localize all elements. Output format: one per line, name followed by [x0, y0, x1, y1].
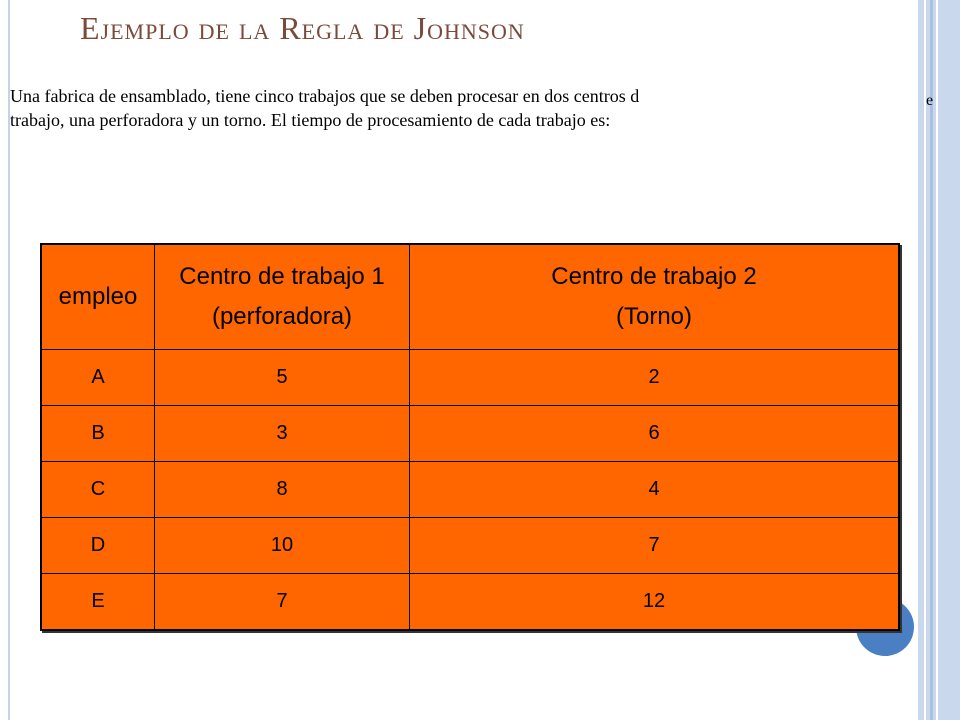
cell-center-1: 7 [155, 574, 410, 631]
cell-job: A [41, 350, 155, 406]
header-center-2 [410, 244, 900, 350]
band-stripe [936, 0, 938, 720]
cell-center-2: 4 [410, 462, 900, 518]
cell-center-2: 12 [410, 574, 900, 631]
cell-job: B [41, 406, 155, 462]
intro-line-1: Una fabrica de ensamblado, tiene cinco trabajos que se deben procesar en dos centros d [10, 86, 640, 106]
cell-center-2: 7 [410, 518, 900, 574]
table-row [41, 518, 899, 574]
intro-line-1-tail: e [926, 92, 934, 109]
header-center-1 [155, 244, 410, 350]
intro-line-2: trabajo, una perforadora y un torno. El tiempo de procesamiento de cada trabajo es: [10, 110, 611, 130]
table-row [41, 406, 899, 462]
cell-center-2: 6 [410, 406, 900, 462]
right-decorative-band [918, 0, 960, 720]
table-row [41, 350, 899, 406]
cell-center-2: 2 [410, 350, 900, 406]
table-row [41, 574, 899, 631]
cell-center-1: 8 [155, 462, 410, 518]
cell-center-1: 10 [155, 518, 410, 574]
intro-paragraph [10, 84, 910, 132]
cell-job: E [41, 574, 155, 631]
cell-job: D [41, 518, 155, 574]
header-center-1-machine: (perforadora) [211, 303, 353, 330]
cell-center-1: 5 [155, 350, 410, 406]
header-job: empleo [41, 244, 155, 350]
processing-time-table [40, 243, 900, 631]
slide-title: Ejemplo de la Regla de Johnson [80, 10, 525, 46]
header-center-2-machine: (Torno) [615, 303, 693, 330]
cell-job: C [41, 462, 155, 518]
header-center-1-name: Centro de trabajo 1 [179, 263, 385, 290]
table-header-row [41, 244, 899, 350]
cell-center-1: 3 [155, 406, 410, 462]
header-center-2-name: Centro de trabajo 2 [551, 263, 757, 290]
table-row [41, 462, 899, 518]
